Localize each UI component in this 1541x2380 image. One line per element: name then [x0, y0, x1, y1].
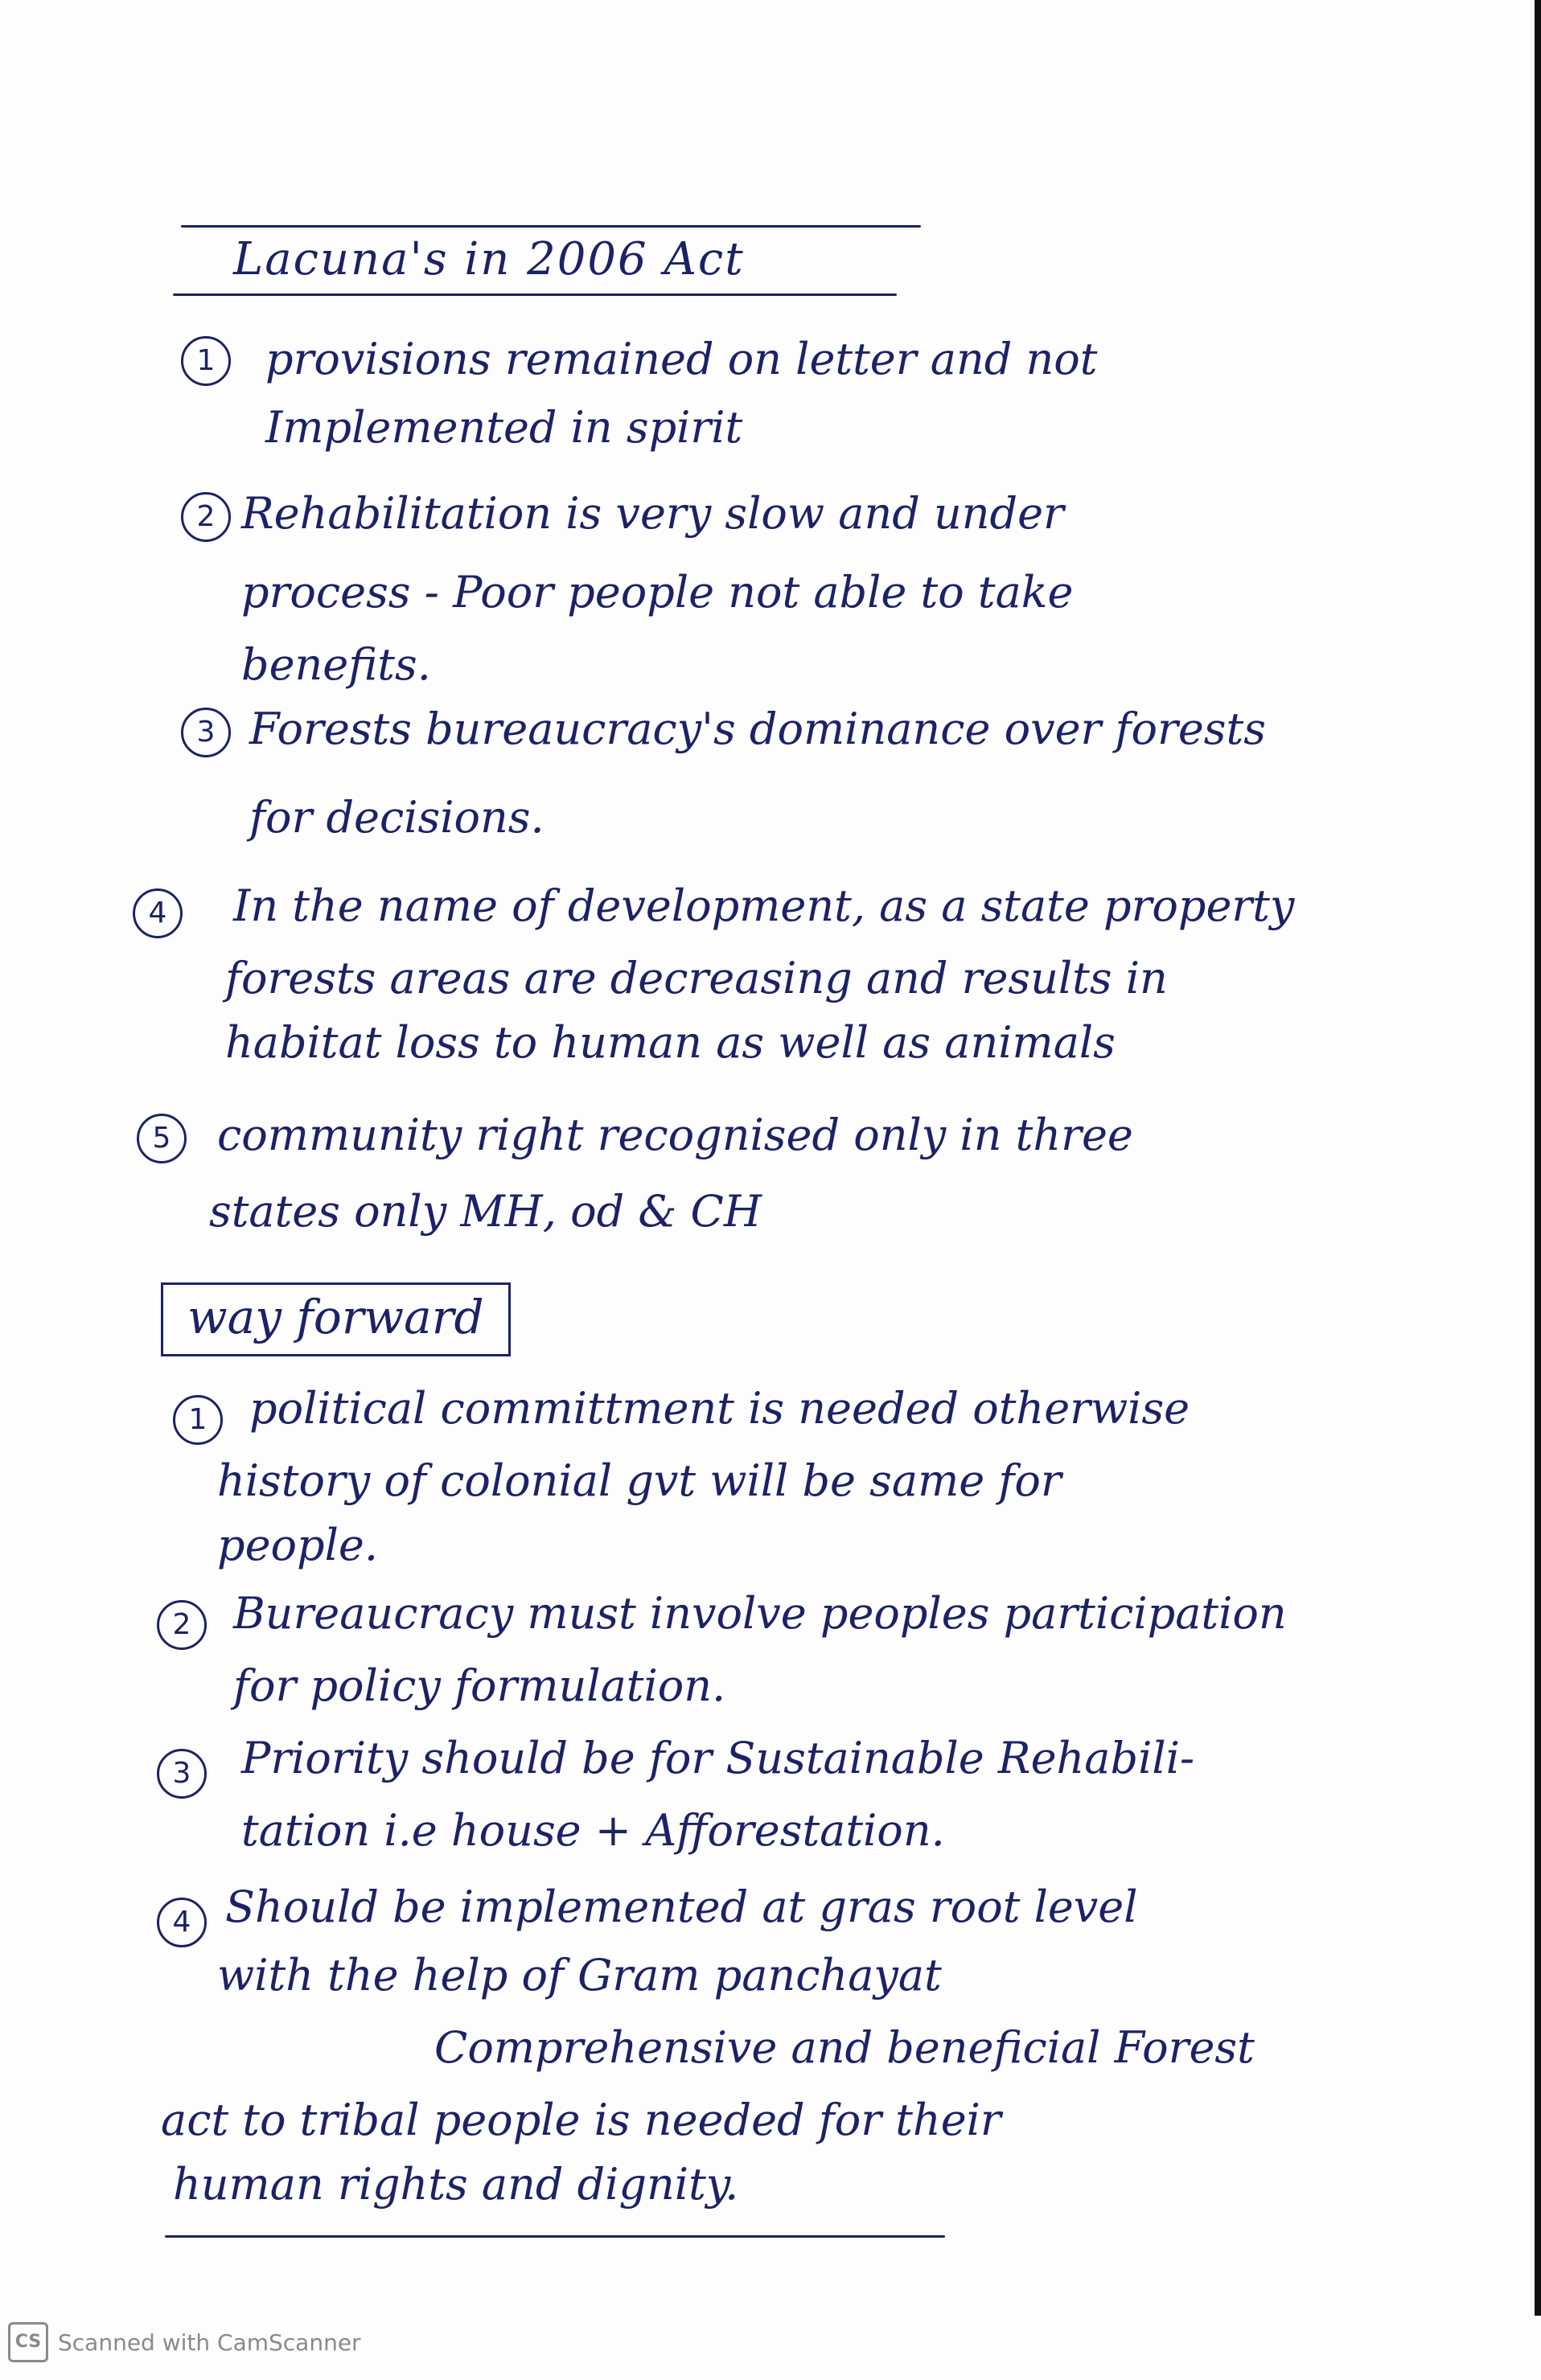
list-item-line: Implemented in spirit — [265, 402, 743, 453]
list-item-line: forests areas are decreasing and results in — [225, 953, 1168, 1003]
conclusion-underline — [165, 2235, 945, 2238]
conclusion-line: human rights and dignity. — [173, 2159, 739, 2210]
item-number: 3 — [181, 708, 231, 757]
list-item-line: people. — [217, 1520, 378, 1570]
camscanner-logo-icon: CS — [8, 2322, 48, 2362]
item-number: 2 — [181, 492, 231, 542]
title-bottom-rule — [173, 293, 897, 296]
list-item-line: history of colonial gvt will be same for — [217, 1455, 1062, 1506]
list-item-line: Rehabilitation is very slow and under — [241, 488, 1064, 539]
item-number: 1 — [173, 1395, 223, 1445]
list-item-line: In the name of development, as a state property — [233, 880, 1295, 931]
list-item-line: with the help of Gram panchayat — [217, 1950, 942, 2000]
list-item-line: for decisions. — [249, 792, 544, 843]
conclusion-line: act to tribal people is needed for their — [161, 2095, 1001, 2145]
list-item-line: Should be implemented at gras root level — [225, 1881, 1138, 1932]
list-item-line: process - Poor people not able to take — [241, 567, 1074, 618]
item-number: 4 — [133, 888, 183, 938]
list-item-line: community right recognised only in three — [217, 1110, 1133, 1160]
conclusion-line: Comprehensive and beneficial Forest — [434, 2022, 1255, 2073]
list-item-line: benefits. — [241, 639, 431, 690]
item-number: 3 — [157, 1749, 207, 1799]
item-number: 4 — [157, 1898, 207, 1947]
list-item-line: provisions remained on letter and not — [265, 334, 1098, 384]
way-forward-heading: way forward — [161, 1282, 511, 1356]
title-top-rule — [181, 225, 921, 228]
item-number: 5 — [137, 1114, 187, 1163]
list-item-line: states only MH, od & CH — [209, 1186, 762, 1237]
item-number: 1 — [181, 336, 231, 386]
list-item-line: Forests bureaucracy's dominance over forests — [249, 704, 1266, 754]
list-item-line: for policy formulation. — [233, 1660, 726, 1711]
scanner-watermark — [8, 2322, 361, 2362]
list-item-line: habitat loss to human as well as animals — [225, 1017, 1116, 1068]
page-title: Lacuna's in 2006 Act — [233, 233, 745, 285]
list-item-line: Priority should be for Sustainable Rehabili- — [241, 1733, 1195, 1783]
watermark-text: Scanned with CamScanner — [58, 2329, 361, 2356]
item-number: 2 — [157, 1600, 207, 1650]
list-item-line: Bureaucracy must involve peoples participation — [233, 1588, 1287, 1639]
list-item-line: political committment is needed otherwise — [249, 1383, 1190, 1434]
scan-edge — [1535, 0, 1541, 2316]
list-item-line: tation i.e house + Afforestation. — [241, 1805, 945, 1856]
